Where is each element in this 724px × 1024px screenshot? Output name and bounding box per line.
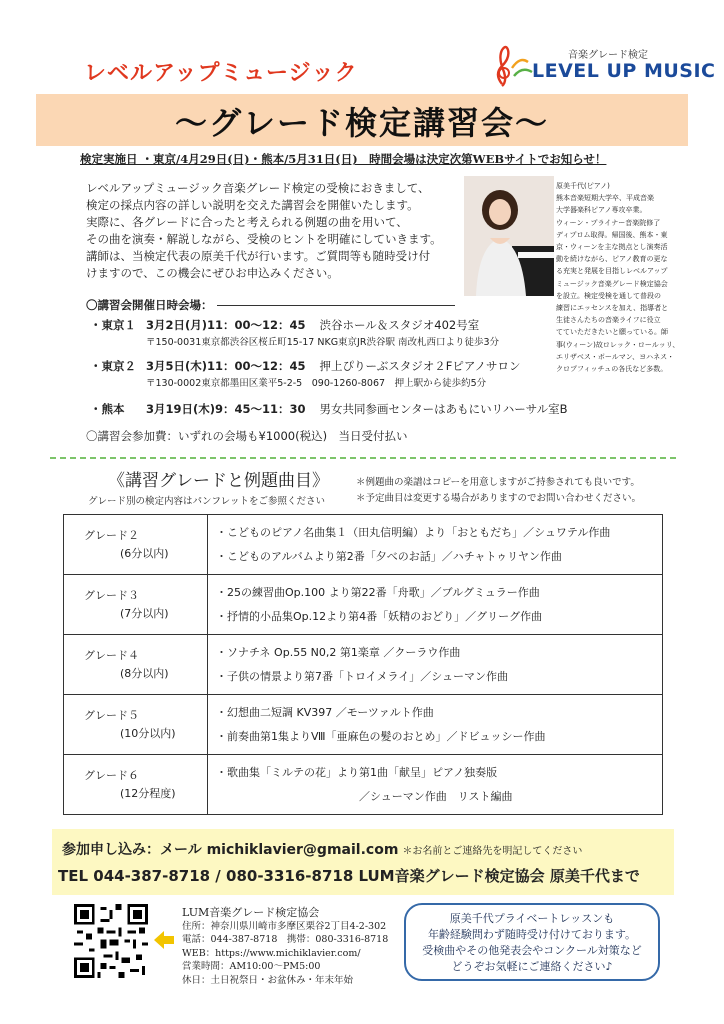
application-band — [52, 829, 674, 895]
piece: ・こどものピアノ名曲集１（田丸信明編）より「おともだち」／シュワテル作曲 — [216, 525, 611, 539]
contact-address: 住所：神奈川県川崎市多摩区栗谷2丁目4-2-302 — [182, 920, 387, 932]
contact-tel: 電話：044-387-8718 携帯：080-3316-8718 — [182, 934, 389, 945]
intro-line: 検定の採点内容の詳しい説明を交えた講習会を開催いたします。 — [86, 198, 419, 212]
session-tokyo-2 — [90, 358, 521, 374]
piece: ・ソナチネ Op.55 N0,2 第1楽章 ／クーラウ作曲 — [216, 645, 461, 659]
piece: ・こどものアルバムより第2番「夕べのお話」／ハチャトゥリヤン作曲 — [216, 549, 562, 563]
instructor-bio — [556, 180, 696, 375]
bio-line: てていただきたいと願っている。師 — [556, 328, 668, 337]
table-row — [64, 575, 663, 635]
logo-subtitle: 音楽グレード検定 — [568, 50, 648, 61]
lesson-line: 年齢経験問わず随時受け付けております。 — [427, 928, 637, 941]
bio-line: ウィーン・プライナー音楽院修了 — [556, 218, 661, 227]
grade-cell — [64, 695, 208, 755]
bio-line: 練習にエッセンスを加え、指導者と — [556, 304, 669, 313]
session-address: 〒150-0031東京都渋谷区桜丘町15-17 NKG東京JR渋谷駅 南改札西口より徒歩3分 — [146, 337, 500, 348]
pieces-cell — [208, 695, 663, 755]
bio-line: 熊本音楽短期大学卒、平成音楽 — [556, 194, 654, 203]
session-venue: 押上ぴりーぶスタジオ２Fピアノサロン — [319, 359, 521, 373]
table-row — [64, 515, 663, 575]
piece: ／シューマン作曲 リスト編曲 — [216, 789, 513, 803]
grade-time: (6分以内) — [120, 546, 169, 560]
grade-cell — [64, 515, 208, 575]
grade-time: (10分以内) — [120, 726, 176, 740]
piece: ・子供の情景より第7番「トロイメライ」／シューマン作曲 — [216, 669, 509, 683]
piece: ・前奏曲第1集よりⅧ「亜麻色の髪のおとめ」／ドビュッシー作曲 — [216, 729, 546, 743]
session-time: 3月5日(木)11：00〜12：45 — [146, 359, 306, 373]
contact-holiday: 休日：土日祝祭日・お盆休み・年末年始 — [182, 974, 354, 986]
grades-title: 《講習グレードと例題曲目》 — [108, 471, 329, 491]
piece: ・歌曲集「ミルテの花」より第1曲「献呈」ピアノ独奏版 — [216, 765, 498, 779]
bio-line: 生徒さんたちの音楽ライフに役立 — [556, 316, 661, 325]
note-line: ＊例題曲の楽譜はコピーを用意しますがご持参されても良いです。 — [356, 477, 640, 488]
grade-time: (12分程度) — [120, 786, 176, 800]
bio-line: 京・ウィーンを主な拠点とし演奏活 — [556, 243, 668, 252]
session-area: ・東京２ — [90, 359, 136, 373]
private-lesson-box — [404, 903, 660, 981]
grade-cell — [64, 635, 208, 695]
table-row — [64, 695, 663, 755]
pieces-cell — [208, 635, 663, 695]
grade-cell — [64, 575, 208, 635]
piece: ・抒情的小品集Op.12より第4番「妖精のおどり」／グリーグ作曲 — [216, 609, 543, 623]
pieces-cell — [208, 575, 663, 635]
bio-line: クロプフィッチュの各氏など多数。 — [556, 365, 668, 374]
bio-line: エリザベス・ボールマン、ヨハネス・ — [556, 352, 675, 361]
bio-line: る充実と発展を目指しレベルアップ — [556, 267, 668, 276]
bio-line: 原美千代(ピアノ) — [556, 182, 610, 190]
qr-code-icon[interactable] — [74, 904, 148, 978]
grades-notes — [356, 475, 641, 507]
title-band — [36, 94, 688, 146]
note-line: ＊予定曲目は変更する場合がありますのでお問い合わせください。 — [356, 493, 642, 504]
piece: ・25の練習曲Op.100 より第22番「舟歌」／ブルグミュラー作曲 — [216, 585, 540, 599]
apply-note: ＊お名前とご連絡先を明記してください — [402, 846, 583, 857]
grades-table — [63, 514, 663, 815]
sessions-heading-label: 〇講習会開催日時会場： — [86, 298, 213, 312]
session-venue: 男女共同参画センターはあもにいリハーサル室B — [319, 402, 568, 416]
grade-label: グレード３ — [84, 588, 139, 602]
contact-hours: 営業時間：AM10:00〜PM5:00 — [182, 961, 321, 972]
logo-wordmark: LEVEL UP MUSIC — [532, 60, 716, 82]
brand-name: レベルアップミュージック — [84, 61, 358, 86]
grade-time: (8分以内) — [120, 666, 169, 680]
intro-line: けますので、この機会にぜひお申込みください。 — [86, 266, 339, 280]
grade-time: (7分以内) — [120, 606, 169, 620]
grade-cell — [64, 755, 208, 815]
section-divider — [50, 457, 676, 459]
session-tokyo-1 — [90, 317, 479, 333]
session-time: 3月2日(月)11：00〜12：45 — [146, 318, 306, 332]
bio-line: ディプロム取得。帰国後、熊本・東 — [556, 230, 668, 239]
arrow-left-icon — [152, 928, 176, 952]
contact-web[interactable]: WEB：https://www.michiklavier.com/ — [182, 947, 361, 959]
bio-line: 動を続けながら、ピアノ教育の更な — [556, 255, 668, 264]
exam-schedule-line: 検定実施日 ・東京/4月29日(日)・熊本/5月31日(日) 時間会場は決定次第WEBサイトでお知らせ！ — [80, 152, 607, 166]
bio-line: 事(ウィーン)故ロレック・ロールッリ、 — [556, 340, 680, 349]
heading-rule — [217, 305, 455, 306]
instructor-photo — [464, 176, 554, 296]
session-fee: 〇講習会参加費：いずれの会場も¥1000(税込) 当日受付払い — [86, 429, 408, 443]
pieces-cell — [208, 755, 663, 815]
intro-line: その曲を演奏・解説しながら、受検のヒントを明確にしていきます。 — [86, 232, 442, 246]
lesson-line: 原美千代プライベートレッスンも — [449, 912, 615, 925]
grade-label: グレード５ — [84, 708, 139, 722]
intro-line: レベルアップミュージック音楽グレード検定の受検におきまして、 — [86, 181, 430, 195]
apply-phone-line: TEL 044-387-8718 / 080-3316-8718 LUM音楽グレード検定協会 原美千代まで — [58, 867, 640, 885]
session-area: ・東京１ — [90, 318, 136, 332]
contact-org: LUM音楽グレード検定協会 — [182, 906, 320, 919]
treble-clef-icon — [488, 44, 534, 88]
apply-email[interactable]: 参加申し込み：メール michiklavier@gmail.com — [62, 842, 399, 858]
session-kumamoto — [90, 401, 568, 417]
page-title: 〜グレード検定講習会〜 — [174, 104, 549, 142]
grade-label: グレード６ — [84, 768, 139, 782]
pieces-cell — [208, 515, 663, 575]
bio-line: 大学器楽科ピアノ専攻卒業。 — [556, 206, 647, 215]
session-area: ・熊本 — [90, 402, 125, 416]
lesson-line: どうぞお気軽にご連絡ください♪ — [451, 960, 613, 973]
table-row — [64, 755, 663, 815]
contact-info — [182, 906, 388, 987]
intro-text — [86, 180, 466, 282]
piece: ・幻想曲二短調 KV397 ／モーツァルト作曲 — [216, 705, 434, 719]
lesson-line: 受検曲やその他発表会やコンクール対策など — [422, 944, 642, 957]
session-time: 3月19日(木)9：45〜11：30 — [146, 402, 306, 416]
grade-label: グレード２ — [84, 528, 139, 542]
bio-line: ミュージック音楽グレード検定協会 — [556, 279, 668, 288]
level-up-music-logo — [486, 44, 716, 88]
intro-line: 講師は、当検定代表の原美千代が行います。ご質問等も随時受け付 — [86, 249, 431, 263]
session-venue: 渋谷ホール＆スタジオ402号室 — [319, 318, 480, 332]
apply-email-line — [62, 839, 582, 859]
grade-label: グレード４ — [84, 648, 139, 662]
session-address: 〒130-0002東京都墨田区業平5-2-5 090-1260-8067 押上駅から徒歩約5分 — [146, 378, 487, 389]
grades-subtitle: グレード別の検定内容はパンフレットをご参照ください — [88, 496, 326, 507]
table-row — [64, 635, 663, 695]
bio-line: を設立。検定受検を通して普段の — [556, 291, 661, 300]
intro-line: 実際に、各グレードに合ったと考えられる例題の曲を用いて、 — [86, 215, 408, 229]
sessions-heading — [86, 297, 455, 313]
